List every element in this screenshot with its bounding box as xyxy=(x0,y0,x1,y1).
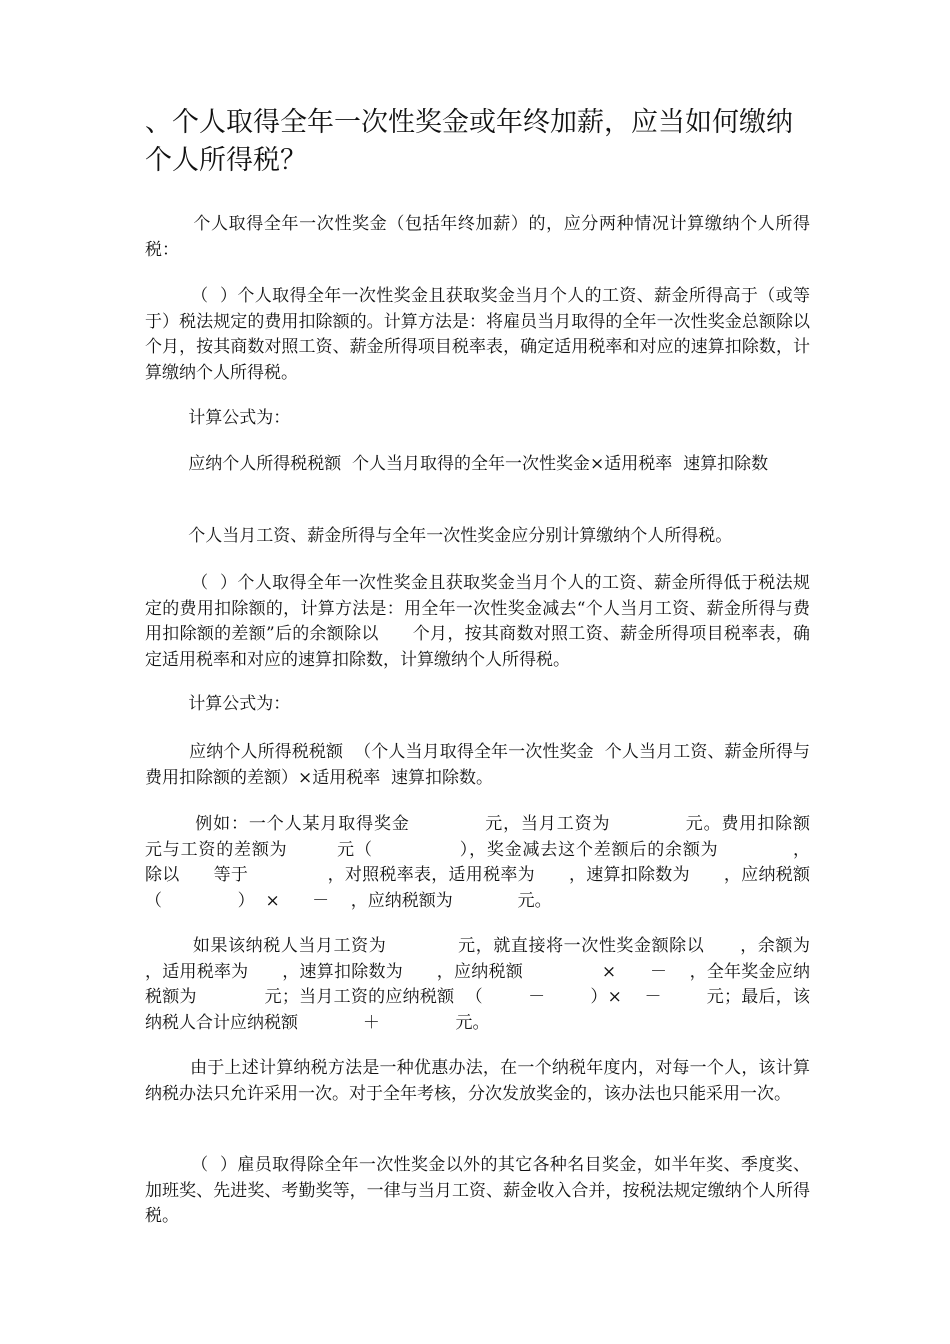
paragraph-intro: 个人取得全年一次性奖金（包括年终加薪）的，应分两种情况计算缴纳个人所得税： xyxy=(145,214,811,260)
paragraph-case-1: （ ）个人取得全年一次性奖金且获取奖金当月个人的工资、薪金所得高于（或等于）税法规定的费用扣除额的。计算方法是：将雇员当月取得的全年一次性奖金总额除以 个月，按其商数对照工资、薪金所得项目税率表，确定适用税率和对应的速算扣除数，计算缴纳个人所得税。 xyxy=(145,286,843,383)
paragraph-example: 例如：一个人某月取得奖金 元，当月工资为 元。费用扣除额 元与工资的差额为 元（ ），奖金减去这个差额后的余额为 ， 除以 等于 ，对照税率表，适用税率为 ，速算扣除数为 ，应纳税额 （ ） × － ，应纳税额为 元。 xyxy=(145,814,897,911)
paragraph-formula-1: 应纳个人所得税税额 个人当月取得的全年一次性奖金×适用税率 速算扣除数 xyxy=(145,454,769,474)
paragraph-case-2: （ ）个人取得全年一次性奖金且获取奖金当月个人的工资、薪金所得低于税法规定的费用扣除额的，计算方法是：用全年一次性奖金减去“个人当月工资、薪金所得与费用扣除额的差额”后的余额除以 个月，按其商数对照工资、薪金所得项目税率表，确定适用税率和对应的速算扣除数，计算缴纳个人所得税。 xyxy=(145,573,810,670)
paragraph-formula-label-2: 计算公式为： xyxy=(145,694,291,714)
paragraph-formula-2: 应纳个人所得税税额 （个人当月取得全年一次性奖金 个人当月工资、薪金所得与费用扣除额的差额）×适用税率 速算扣除数。 xyxy=(145,742,810,788)
paragraph-formula-label-1: 计算公式为： xyxy=(145,408,291,428)
paragraph-example-alt: 如果该纳税人当月工资为 元，就直接将一次性奖金额除以 ，余额为 ，适用税率为 ，速算扣除数为 ，应纳税额 × － ，全年奖金应纳税额为 元；当月工资的应纳税额 （ － ）× － 元；最后，该纳税人合计应纳税额 ＋ 元。 xyxy=(145,936,843,1033)
paragraph-once-per-year: 由于上述计算纳税方法是一种优惠办法，在一个纳税年度内，对每一个人，该计算纳税办法只允许采用一次。对于全年考核，分次发放奖金的，该办法也只能采用一次。 xyxy=(145,1058,811,1104)
paragraph-separate-calc: 个人当月工资、薪金所得与全年一次性奖金应分别计算缴纳个人所得税。 xyxy=(145,526,733,546)
paragraph-case-3: （ ）雇员取得除全年一次性奖金以外的其它各种名目奖金，如半年奖、季度奖、加班奖、先进奖、考勤奖等，一律与当月工资、薪金收入合并，按税法规定缴纳个人所得税。 xyxy=(145,1155,810,1226)
document-title: 、个人取得全年一次性奖金或年终加薪，应当如何缴纳个人所得税？ xyxy=(145,107,793,176)
